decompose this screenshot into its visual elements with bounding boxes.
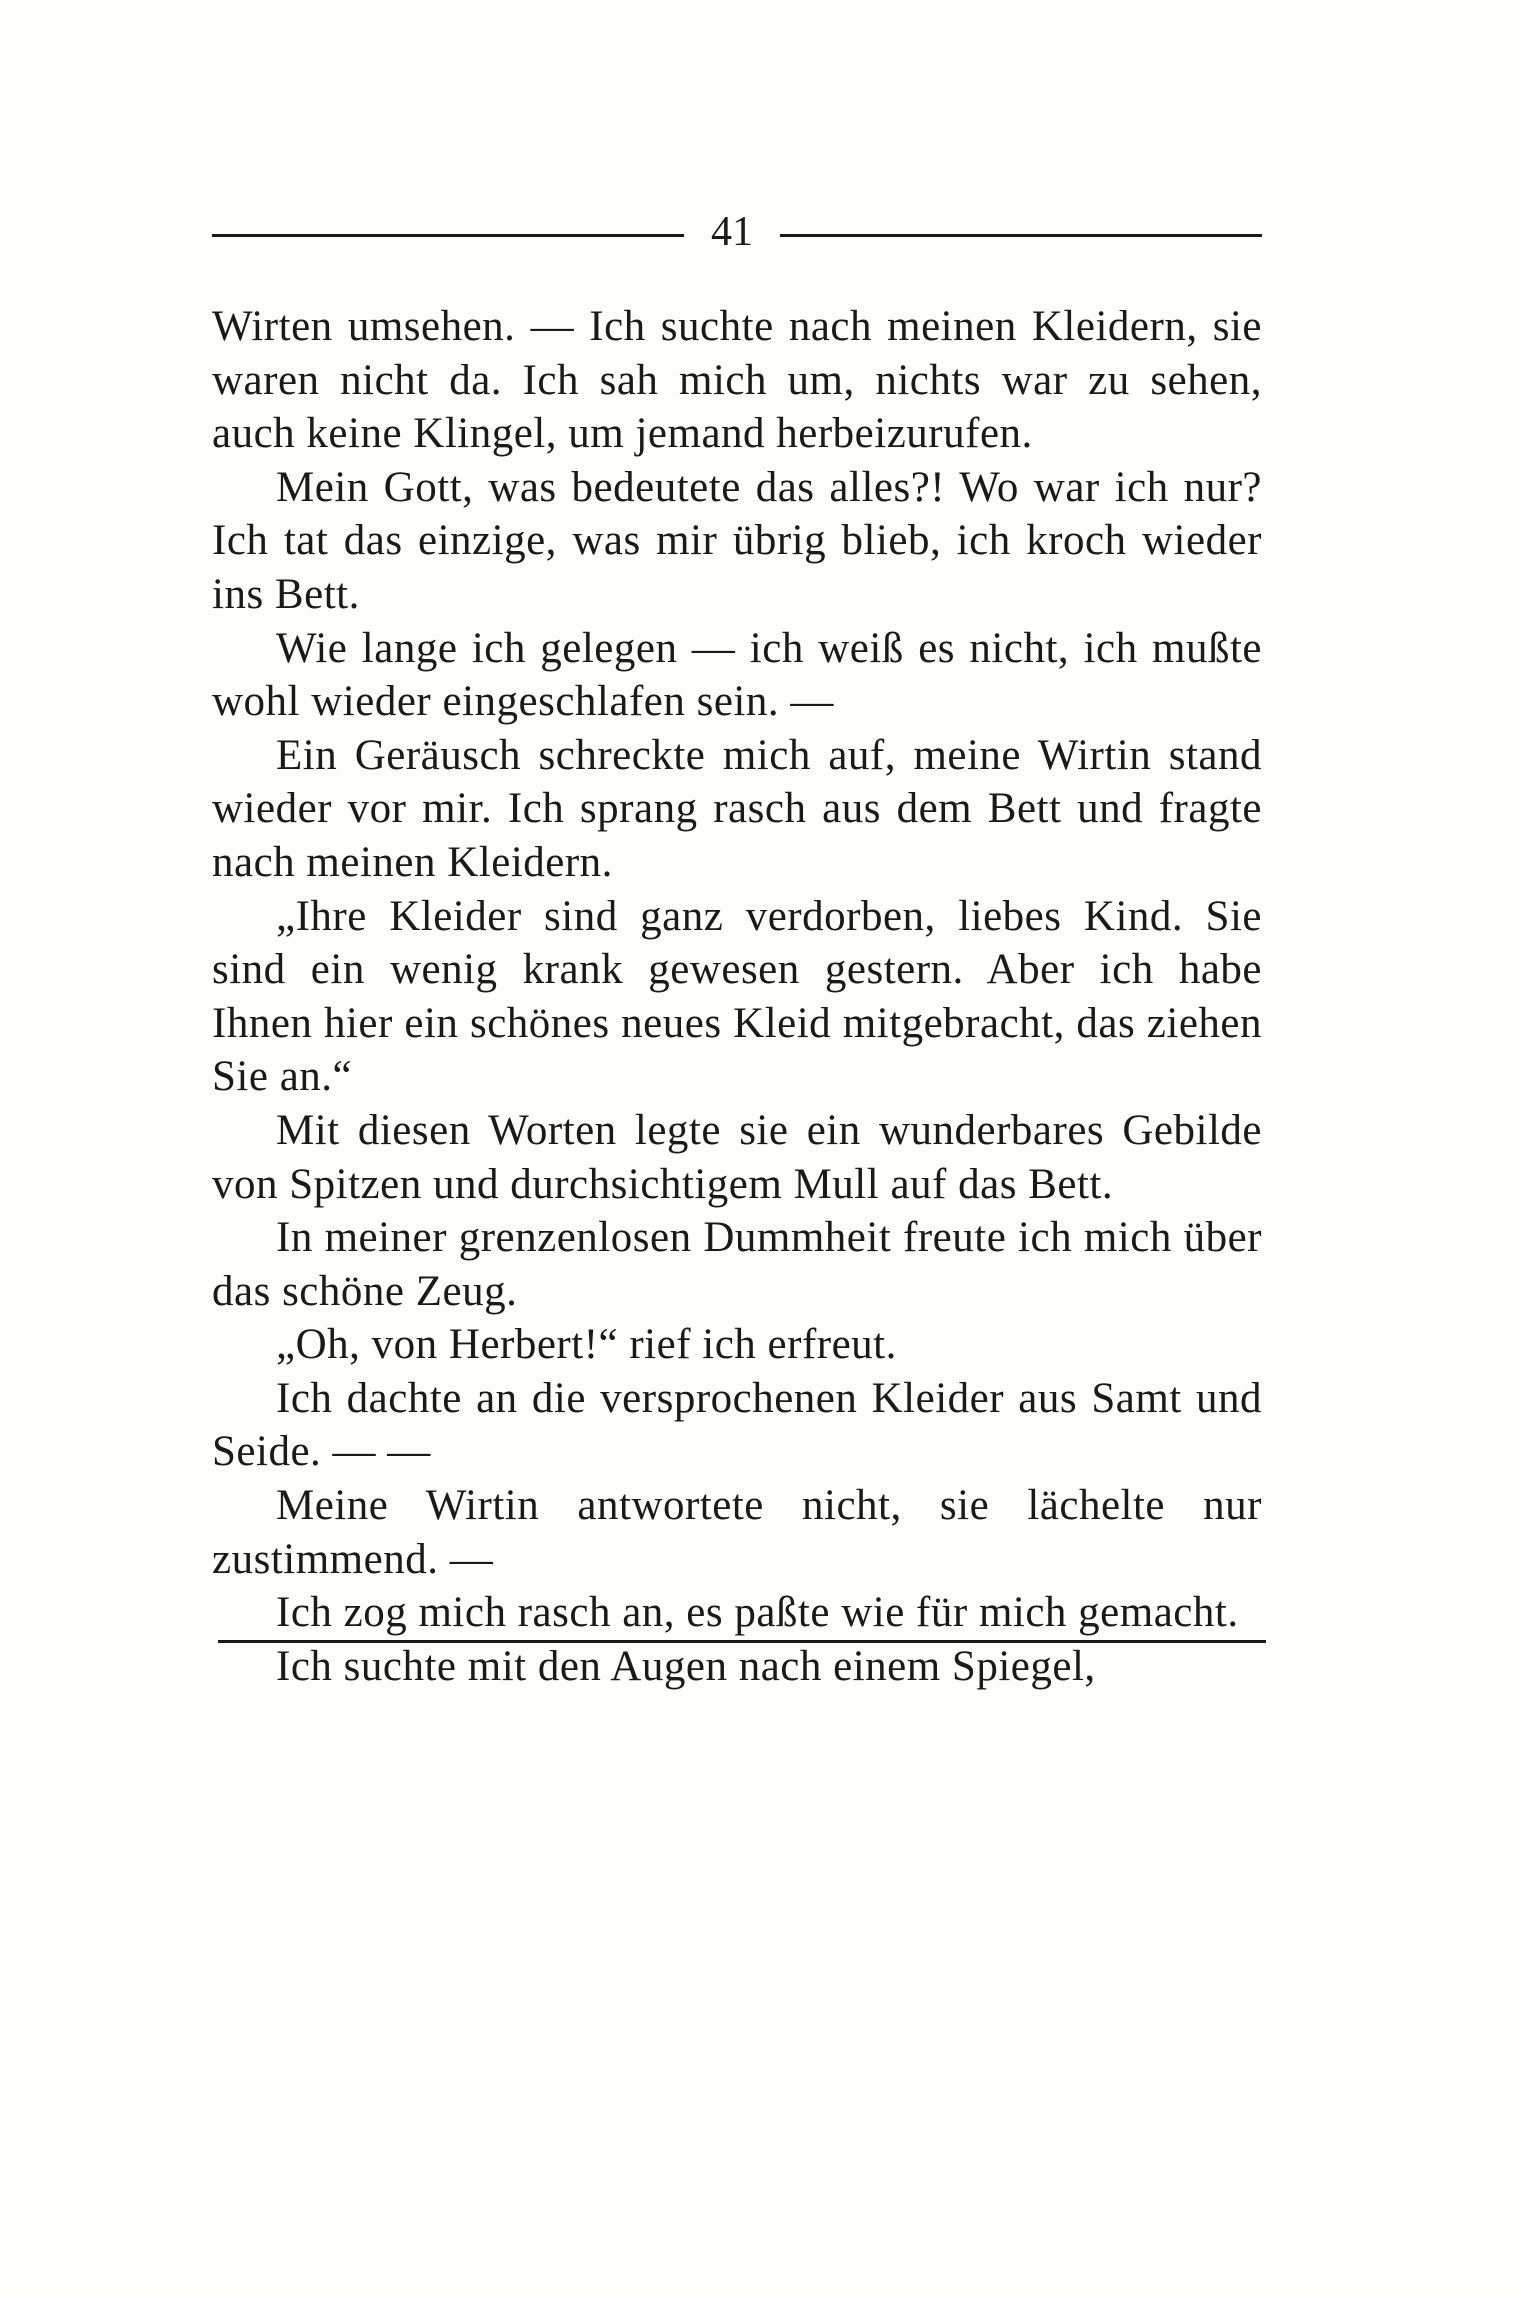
paragraph: Ich dachte an die versprochenen Kleider aus Samt und Seide. — — [212,1374,1262,1476]
footer-rule [218,1640,1266,1643]
paragraph: Ich zog mich rasch an, es paßte wie für mich gemacht. [276,1589,1239,1637]
paragraph: Mein Gott, was bedeutete das alles?! Wo war ich nur? Ich tat das einzige, was mir übrig blieb, ich kroch wieder ins Bett. [212,463,1262,618]
paragraph: Meine Wirtin antwortete nicht, sie lächelte nur zustimmend. — [212,1482,1262,1583]
header-rule-right [780,234,1262,237]
paragraph: Wirten umsehen. — Ich suchte nach meinen Kleidern, sie waren nicht da. Ich sah mich um, nichts war zu sehen, auch keine Klingel, um jemand herbeizurufen. [212,303,1262,458]
paragraph: In meiner grenzenlosen Dummheit freute ich mich über das schöne Zeug. [212,1214,1262,1315]
paragraph: „Oh, von Herbert!“ rief ich erfreut. [276,1321,897,1369]
paragraph: Ich suchte mit den Augen nach einem Spiegel, [276,1642,1096,1690]
page-number: 41 [711,209,753,255]
paragraph: Mit diesen Worten legte sie ein wunderbares Gebilde von Spitzen und durchsichtigem Mull auf das Bett. [212,1106,1262,1208]
paragraph: Wie lange ich gelegen — ich weiß es nicht, ich mußte wohl wieder eingeschlafen sein. — [212,624,1262,726]
page-header [212,196,1262,276]
body-text [212,300,1262,1693]
paragraph: „Ihre Kleider sind ganz verdorben, liebes Kind. Sie sind ein wenig krank gewesen gestern. Aber ich habe Ihnen hier ein schönes neues Kleid mitgebracht, das ziehen Sie an.“ [212,892,1262,1101]
paragraph: Ein Geräusch schreckte mich auf, meine Wirtin stand wieder vor mir. Ich sprang rasch aus dem Bett und fragte nach meinen Kleidern. [212,731,1262,886]
header-rule-left [212,234,684,237]
